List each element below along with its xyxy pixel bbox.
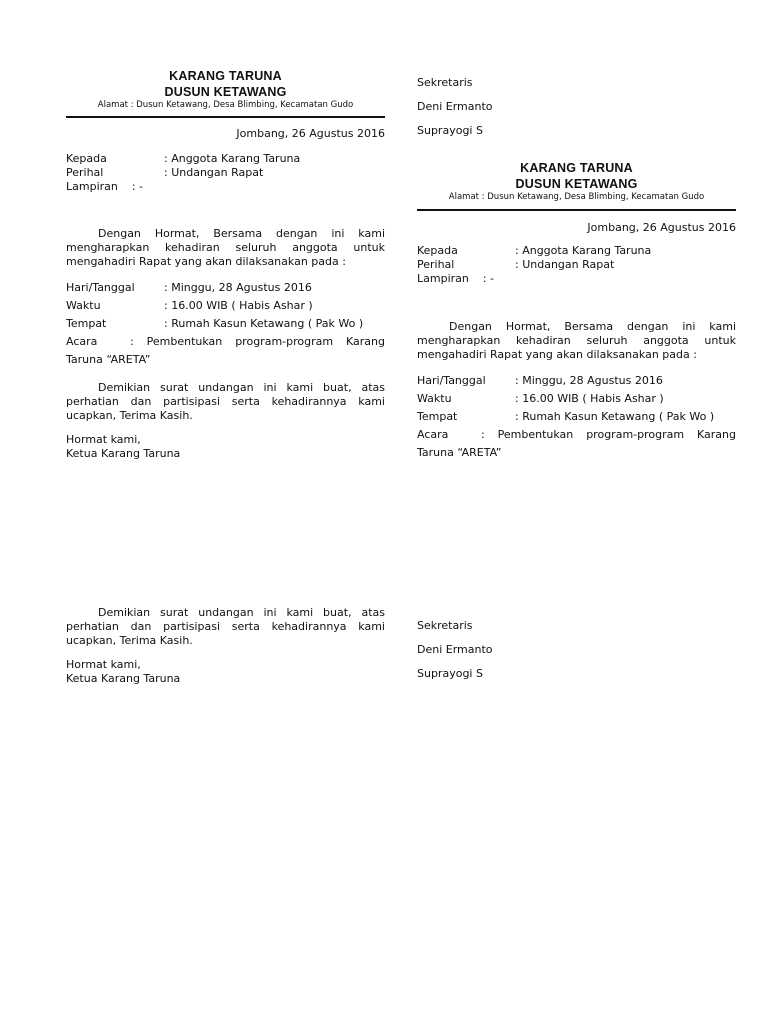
kepada-label: Kepada [66, 152, 107, 165]
org-name: KARANG TARUNA [169, 69, 282, 83]
chair-title: Ketua Karang Taruna [66, 447, 181, 460]
letter-date-left: Jombang, 26 Agustus 2016 [236, 127, 385, 140]
acara-value-right: : Pembentukan program-program Karang Taruna “ARETA” [417, 428, 736, 459]
kepada-label-right: Kepada [417, 244, 458, 257]
letterhead-left [66, 68, 385, 111]
tempat-value-right: : Rumah Kasun Ketawang ( Pak Wo ) [515, 410, 715, 423]
secretary-name-2: Suprayogi S [417, 124, 483, 137]
secretary-title: Sekretaris [417, 76, 473, 89]
tempat-value: : Rumah Kasun Ketawang ( Pak Wo ) [164, 317, 364, 330]
tempat-label: Tempat [66, 317, 107, 330]
secretary-block-bottom [417, 619, 736, 681]
waktu-value-right: : 16.00 WIB ( Habis Ashar ) [515, 392, 664, 405]
secretary-title-2: Sekretaris [417, 619, 473, 632]
address-right: Alamat : Dusun Ketawang, Desa Blimbing, Kecamatan Gudo [448, 192, 705, 202]
secretary-name-1: Deni Ermanto [417, 100, 493, 113]
acara-value: : Pembentukan program-program Karang Taruna “ARETA” [66, 335, 385, 366]
lampiran-text-right: Lampiran : - [417, 272, 495, 285]
org-name-right: KARANG TARUNA [520, 161, 633, 175]
regards: Hormat kami, [66, 433, 141, 446]
lampiran-text: Lampiran : - [66, 180, 144, 193]
address-fields-right [417, 244, 736, 286]
hari-row [66, 281, 385, 295]
perihal-row [66, 166, 385, 180]
tempat-label-right: Tempat [417, 410, 458, 423]
kepada-row-right [417, 244, 736, 258]
waktu-row-right [417, 392, 736, 406]
letterhead-right [417, 160, 736, 203]
kepada-row [66, 152, 385, 166]
tempat-row [66, 317, 385, 331]
header-rule-left [66, 116, 385, 118]
sub-name-right: DUSUN KETAWANG [515, 177, 638, 191]
hari-row-right [417, 374, 736, 388]
secretary-name-1-2: Deni Ermanto [417, 643, 493, 656]
lampiran-row [66, 180, 385, 194]
acara-label-right: Acara [417, 428, 449, 441]
hari-label: Hari/Tanggal [66, 281, 135, 294]
hari-label-right: Hari/Tanggal [417, 374, 486, 387]
regards-2: Hormat kami, [66, 658, 141, 671]
signature-block-left-2 [66, 658, 385, 686]
header-rule-right [417, 209, 736, 211]
sub-name: DUSUN KETAWANG [164, 85, 287, 99]
secretary-block-top [417, 76, 736, 138]
acara-label: Acara [66, 335, 98, 348]
closing-paragraph-left: Demikian surat undangan ini kami buat, atas perhatian dan partisipasi serta kehadirannya kami ucapkan, Terima Kasih. [66, 381, 385, 422]
letter-date-right: Jombang, 26 Agustus 2016 [587, 221, 736, 234]
perihal-label-right: Perihal [417, 258, 455, 271]
kepada-value: : Anggota Karang Taruna [164, 152, 301, 165]
signature-block-left [66, 433, 385, 461]
opening-paragraph-right: Dengan Hormat, Bersama dengan ini kami mengharapkan kehadiran seluruh anggota untuk mengahadiri Rapat yang akan dilaksanakan pada : [417, 320, 736, 361]
acara-row-right [417, 426, 736, 462]
perihal-label: Perihal [66, 166, 104, 179]
waktu-label-right: Waktu [417, 392, 452, 405]
hari-value-right: : Minggu, 28 Agustus 2016 [515, 374, 663, 387]
hari-value: : Minggu, 28 Agustus 2016 [164, 281, 312, 294]
waktu-value: : 16.00 WIB ( Habis Ashar ) [164, 299, 313, 312]
perihal-value: : Undangan Rapat [164, 166, 264, 179]
perihal-row-right [417, 258, 736, 272]
event-details-right [417, 374, 736, 428]
tempat-row-right [417, 410, 736, 424]
opening-paragraph-left: Dengan Hormat, Bersama dengan ini kami mengharapkan kehadiran seluruh anggota untuk mengahadiri Rapat yang akan dilaksanakan pada : [66, 227, 385, 268]
secretary-name-2-2: Suprayogi S [417, 667, 483, 680]
closing-paragraph-left-2: Demikian surat undangan ini kami buat, atas perhatian dan partisipasi serta kehadirannya kami ucapkan, Terima Kasih. [66, 606, 385, 647]
waktu-row [66, 299, 385, 313]
address: Alamat : Dusun Ketawang, Desa Blimbing, Kecamatan Gudo [97, 100, 354, 110]
waktu-label: Waktu [66, 299, 101, 312]
acara-row-left [66, 333, 385, 369]
address-fields-left [66, 152, 385, 194]
kepada-value-right: : Anggota Karang Taruna [515, 244, 652, 257]
chair-title-2: Ketua Karang Taruna [66, 672, 181, 685]
event-details-left [66, 281, 385, 335]
perihal-value-right: : Undangan Rapat [515, 258, 615, 271]
lampiran-row-right [417, 272, 736, 286]
